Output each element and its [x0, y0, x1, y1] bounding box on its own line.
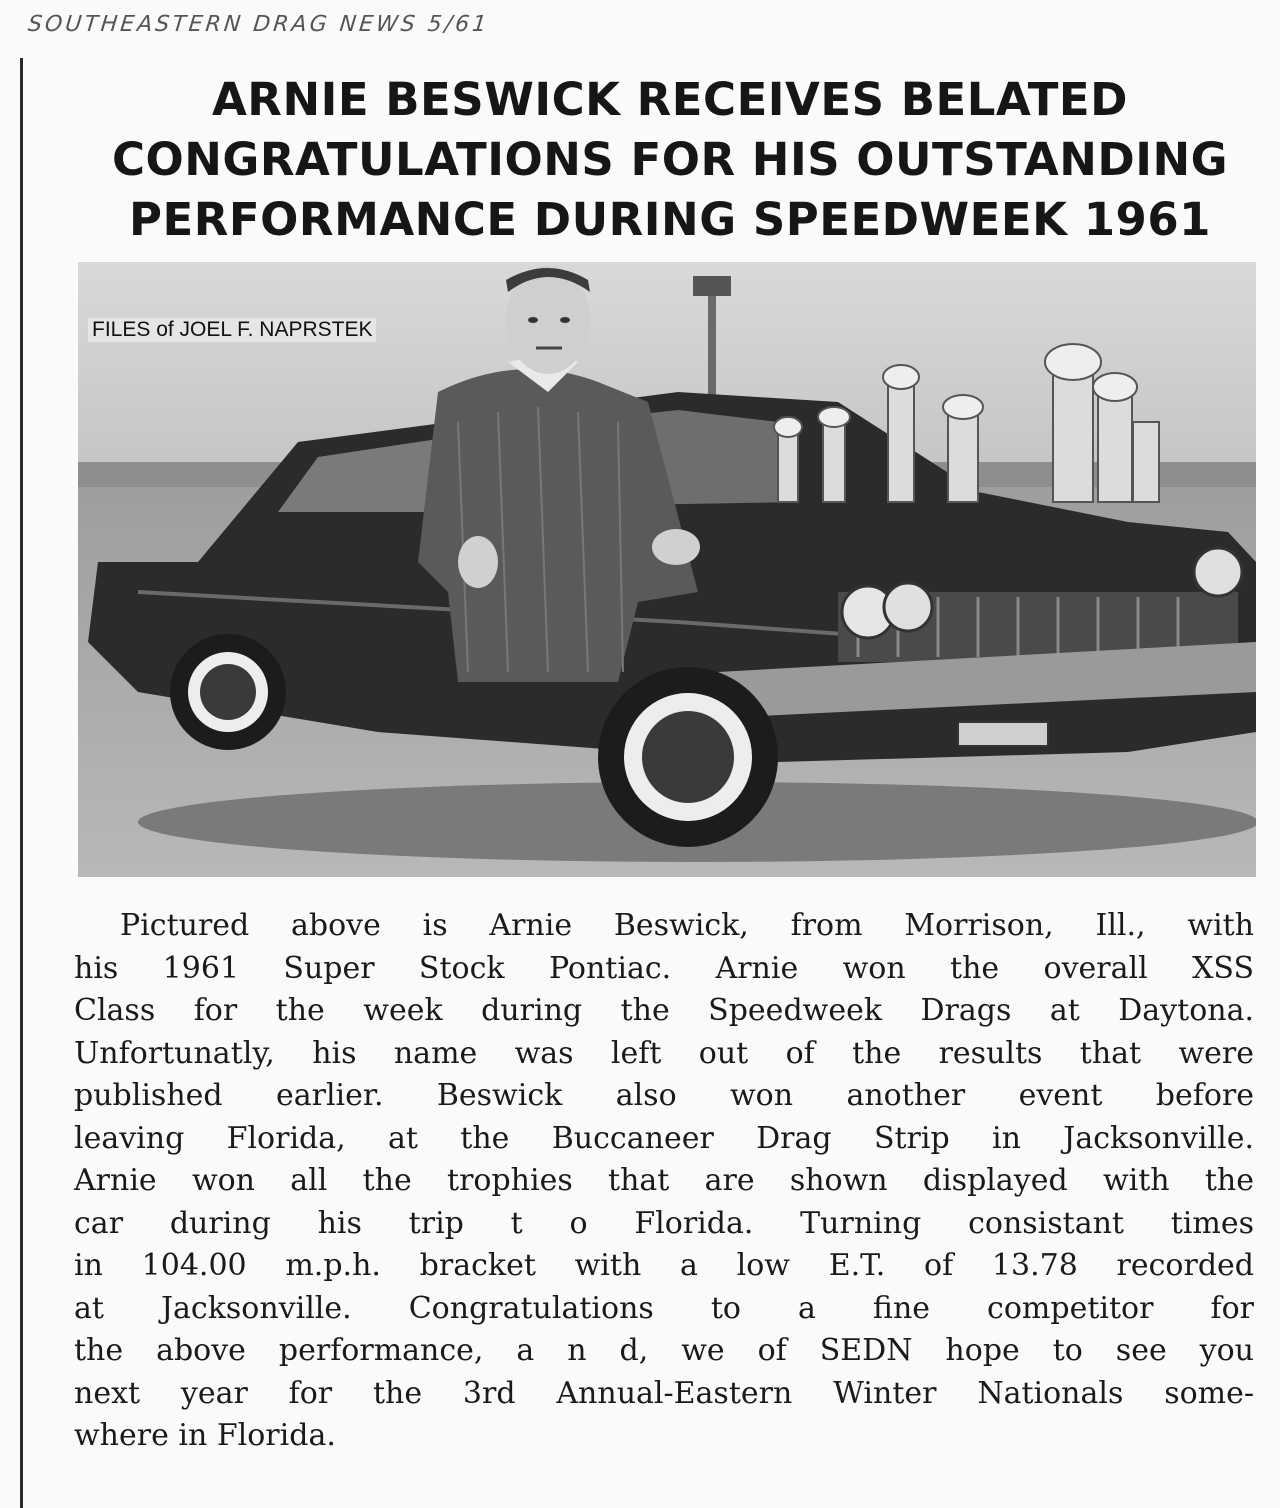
body-line: Arnie won all the trophies that are shown displayed with the [74, 1163, 1254, 1198]
body-line: next year for the 3rd Annual-Eastern Winter Nationals some- [74, 1375, 1254, 1411]
body-line: at Jacksonville. Congratulations to a fine competitor for [74, 1290, 1254, 1326]
article-body [74, 905, 1254, 1458]
body-line: Unfortunatly, his name was left out of the results that were [74, 1035, 1254, 1071]
body-line: in 104.00 m.p.h. bracket with a low E.T. of 13.78 recorded [74, 1248, 1254, 1283]
body-line: his 1961 Super Stock Pontiac. Arnie won the overall XSS [74, 950, 1254, 986]
body-line: the above performance, a n d, we of SEDN hope to see you [74, 1333, 1254, 1368]
body-line: where in Florida. [74, 1418, 336, 1453]
car-and-driver-photo [78, 262, 1256, 877]
headline-line: ARNIE BESWICK RECEIVES BELATED [211, 73, 1129, 126]
body-line: Class for the week during the Speedweek Drags at Daytona. [74, 993, 1254, 1028]
photo-credit: FILES of JOEL F. NAPRSTEK [88, 318, 376, 342]
body-line: published earlier. Beswick also won another event before [74, 1078, 1254, 1113]
headline-line: PERFORMANCE DURING SPEEDWEEK 1961 [129, 193, 1211, 246]
headline-line: CONGRATULATIONS FOR HIS OUTSTANDING [111, 133, 1229, 186]
body-line: leaving Florida, at the Buccaneer Drag Strip in Jacksonville. [74, 1120, 1254, 1156]
column-rule [20, 58, 23, 1508]
handwritten-source-note: SOUTHEASTERN DRAG NEWS 5/61 [26, 12, 491, 37]
body-line: Pictured above is Arnie Beswick, from Morrison, Ill., with [120, 908, 1254, 943]
article-headline [70, 70, 1270, 250]
body-line: car during his trip t o Florida. Turning consistant times [74, 1205, 1254, 1241]
article-photo [78, 262, 1256, 877]
